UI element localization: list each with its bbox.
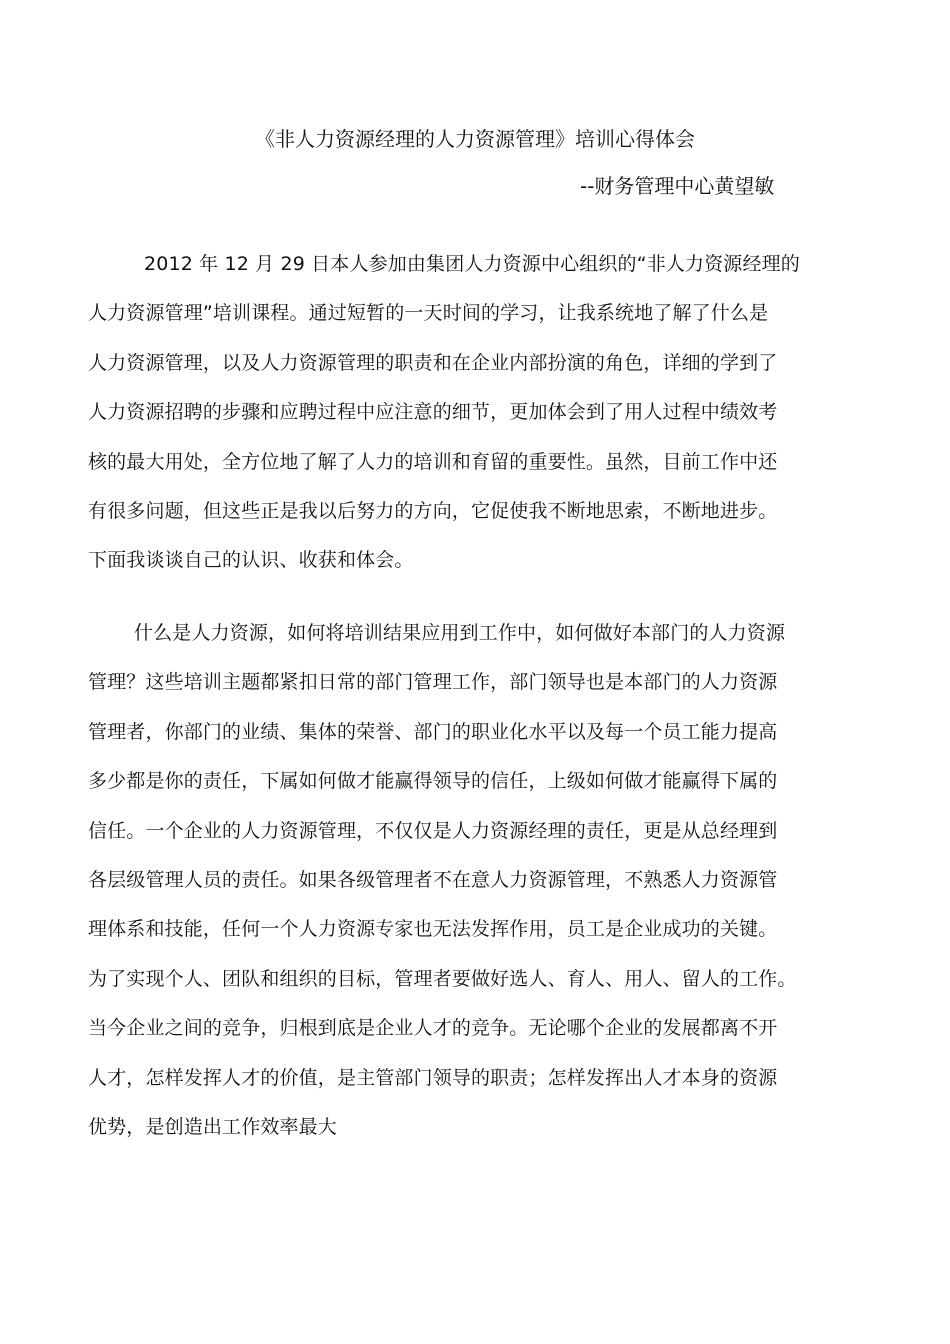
paragraph-line: 各层级管理人员的责任。如果各级管理者不在意人力资源管理，不熟悉人力资源管 — [88, 868, 778, 891]
paragraph-2 — [88, 620, 863, 1163]
paragraph-line: 为了实现个人、团队和组织的目标，管理者要做好选人、育人、用人、留人的工作。 — [88, 967, 797, 990]
paragraph-line: 理体系和技能，任何一个人力资源专家也无法发挥作用，员工是企业成功的关键。 — [88, 918, 778, 941]
paragraph-line: 人力资源管理”培训课程。通过短暂的一天时间的学习，让我系统地了解了什么是 — [88, 302, 769, 325]
paragraph-line: 人力资源管理，以及人力资源管理的职责和在企业内部扮演的角色，详细的学到了 — [88, 351, 778, 374]
paragraph-line: 核的最大用处，全方位地了解了人力的培训和育留的重要性。虽然，目前工作中还 — [88, 450, 778, 473]
paragraph-line: 人力资源招聘的步骤和应聘过程中应注意的细节，更加体会到了用人过程中绩效考 — [88, 401, 778, 424]
paragraph-1 — [88, 251, 863, 597]
document-title: 《非人力资源经理的人力资源管理》培训心得体会 — [255, 127, 695, 151]
paragraph-line: 优势，是创造出工作效率最大 — [88, 1115, 337, 1138]
document-author: --财务管理中心黄望敏 — [580, 174, 775, 198]
paragraph-line: 有很多问题，但这些正是我以后努力的方向，它促使我不断地思索，不断地进步。 — [88, 499, 778, 522]
paragraph-line: 当今企业之间的竞争，归根到底是企业人才的竞争。无论哪个企业的发展都离不开 — [88, 1017, 778, 1040]
paragraph-line: 2012 年 12 月 29 日本人参加由集团人力资源中心组织的“非人力资源经理的 — [144, 253, 800, 275]
paragraph-line: 管理者，你部门的业绩、集体的荣誉、部门的职业化水平以及每一个员工能力提高 — [88, 720, 778, 743]
paragraph-line: 多少都是你的责任，下属如何做才能赢得领导的信任，上级如何做才能赢得下属的 — [88, 770, 778, 793]
paragraph-line: 下面我谈谈自己的认识、收获和体会。 — [88, 549, 414, 572]
paragraph-line: 管理？这些培训主题都紧扣日常的部门管理工作，部门领导也是本部门的人力资源 — [88, 671, 778, 694]
paragraph-line: 人才，怎样发挥人才的价值，是主管部门领导的职责；怎样发挥出人才本身的资源 — [88, 1066, 778, 1089]
paragraph-line: 什么是人力资源，如何将培训结果应用到工作中，如何做好本部门的人力资源 — [134, 622, 786, 644]
paragraph-line: 信任。一个企业的人力资源管理，不仅仅是人力资源经理的责任，更是从总经理到 — [88, 819, 778, 842]
